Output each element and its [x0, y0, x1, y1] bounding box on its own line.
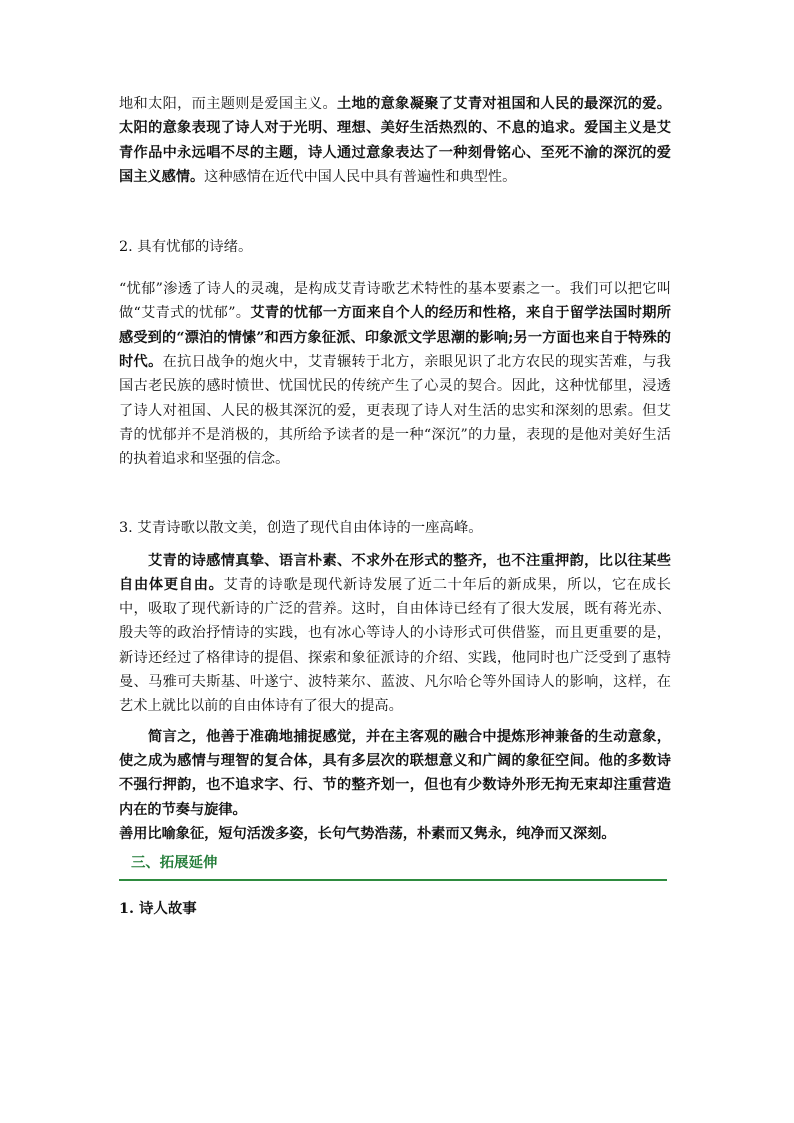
paragraph-summary: 简言之，他善于准确地捕捉感觉，并在主客观的融合中提炼形神兼备的生动意象，使之成为感情与理智的复合体，具有多层次的联想意义和广阔的象征空间。他的多数诗不强行押韵，也不追求字、行、节的整齐划一，但也有少数诗外形无拘无束却注重营造内在的节奏与旋律。: [119, 728, 671, 818]
subheading-prose-beauty: 3. 艾青诗歌以散文美，创造了现代自由体诗的一座高峰。: [119, 519, 483, 536]
paragraph-text: 这种感情在近代中国人民中具有普遍性和典型性。: [204, 168, 517, 185]
section-title: 三、拓展延伸: [131, 855, 218, 872]
document-body: [119, 92, 671, 921]
subheading-poet-stories: 1. 诗人故事: [119, 900, 197, 918]
paragraph-text: 地和太阳，而主题则是爱国主义。: [119, 96, 338, 112]
paragraph-text: “忧郁”渗透了诗人的灵魂，是构成艾青诗歌艺术特性的基本要素之一。我们可以把它叫做“艾青式的忧郁”。: [119, 281, 671, 322]
paragraph-text: 艾青的诗歌是现代新诗发展了近二十年后的新成果，所以，它在成长中，吸取了现代新诗的广泛的营养。这时，自由体诗已经有了很大发展，既有蒋光赤、殷夫等的政治抒情诗的实践，也有冰心等诗人的小诗形式可供借鉴，而且更重要的是，新诗还经过了格律诗的提倡、探索和象征派诗的介绍、实践，他同时也广泛受到了惠特曼、马雅可夫斯基、叶遂宁、波特莱尔、蓝波、凡尔哈仑等外国诗人的影响，这样，在艺术上就比以前的自由体诗有了很大的提高。: [119, 576, 671, 715]
paragraph-patriotism: [119, 92, 671, 189]
paragraph-text: 在抗日战争的炮火中，艾青辗转于北方，亲眼见识了北方农民的现实苦难，与我国古老民族的感时愤世、忧国忧民的传统产生了心灵的契合。因此，这种忧郁里，浸透了诗人对祖国、人民的极其深沉的爱，更表现了诗人对生活的忠实和深刻的思索。但艾青的忧郁并不是消极的，其所给予读者的是一种“深沉”的力量，表现的是他对美好生活的执着追求和坚强的信念。: [119, 354, 671, 468]
paragraph-melancholy: [119, 277, 671, 471]
section-header: [119, 852, 671, 881]
subheading-melancholy: 2. 具有忧郁的诗绪。: [119, 239, 253, 256]
paragraph-free-verse: [119, 549, 671, 719]
section-divider: [119, 879, 667, 881]
paragraph-bold-text: 土地的意象凝聚了艾青对祖国和人民的最深沉的爱。太阳的意象表现了诗人对于光明、理想、美好生活热烈的、不息的追求。爱国主义是艾青作品中永远唱不尽的主题，诗人通过意象表达了一种刻骨铭心、至死不渝的深沉的爱国主义感情。: [119, 96, 671, 185]
paragraph-bold-text: 艾青的忧郁一方面来自个人的经历和性格，来自于留学法国时期所感受到的“漂泊的情愫”和西方象征派、印象派文学思潮的影响;另一方面也来自于特殊的时代。: [119, 305, 671, 371]
paragraph-bold-text: 艾青的诗感情真挚、语言朴素、不求外在形式的整齐，也不注重押韵，比以往某些自由体更自由。: [119, 552, 671, 593]
paragraph-style: 善用比喻象征，短句活泼多姿，长句气势浩荡，朴素而又隽永，纯净而又深刻。: [119, 825, 616, 842]
